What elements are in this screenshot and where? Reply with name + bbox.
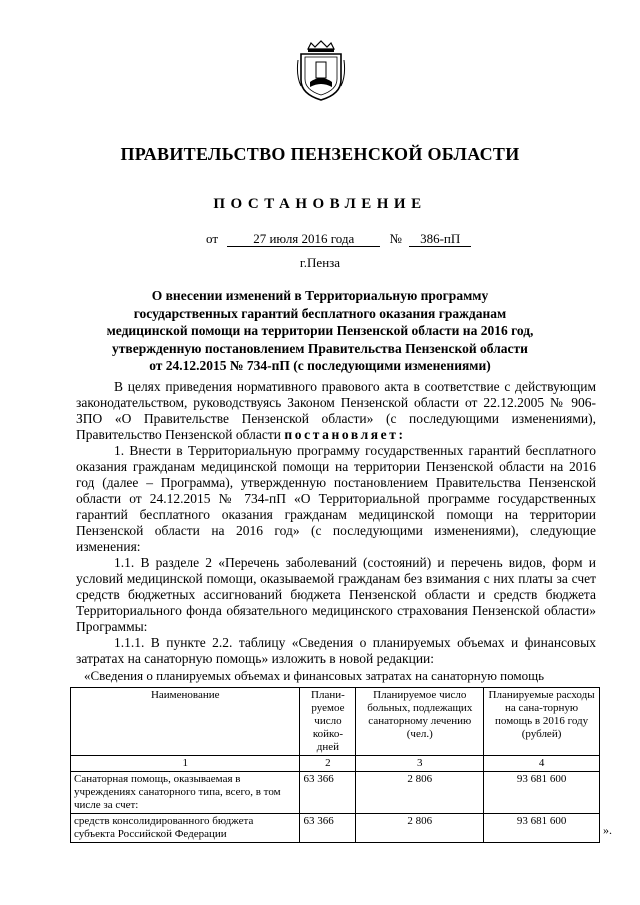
expenses: 93 681 600 — [484, 772, 600, 814]
title-line: О внесении изменений в Территориальную программу — [151, 288, 489, 303]
document-body — [76, 379, 596, 667]
date-prefix: от — [206, 231, 219, 246]
paragraph-item-1-1: 1.1. В разделе 2 «Перечень заболеваний (состояний) и перечень видов, форм и условий медицинской помощи, оказываемой гражданам без взимания с них платы за счет средств бюджетных ассигнований бюджета Пензенской области и средств бюджета Территориального фонда обязательного медицинского страхования Пензенской области» Программы: — [76, 555, 596, 634]
row-name: Санаторная помощь, оказываемая в учреждениях санаторного типа, всего, в том числе за счет: — [71, 772, 300, 814]
number-prefix: № — [389, 231, 402, 246]
paragraph-item-1: 1. Внести в Территориальную программу государственных гарантий бесплатного оказания гражданам медицинской помощи на территории Пензенской области на 2016 год (далее – Программа), утвержденную постановлением Правительства Пензенской области от 24.12.2015 № 734-пП «О Территориальной программе государственных гарантий бесплатного оказания гражданам медицинской помощи на территории Пензенской области на 2016 год» (с последующими изменениями), следующие изменения: — [76, 443, 596, 554]
bed-days: 63 366 — [300, 772, 356, 814]
column-number: 4 — [484, 756, 600, 772]
header-cell: Планируемое число больных, подлежащих санаторному лечению (чел.) — [356, 688, 484, 756]
title-line: утвержденную постановлением Правительства Пензенской области — [112, 340, 528, 356]
bed-days: 63 366 — [300, 814, 356, 843]
header-cell: Плани-руемое число койко-дней — [300, 688, 356, 756]
patients: 2 806 — [356, 814, 484, 843]
city: г.Пенза — [299, 255, 341, 270]
government-name: ПРАВИТЕЛЬСТВО ПЕНЗЕНСКОЙ ОБЛАСТИ — [120, 144, 520, 164]
column-number: 3 — [356, 756, 484, 772]
document-date: 27 июля 2016 года — [227, 231, 380, 247]
document-type: ПОСТАНОВЛЕНИЕ — [213, 196, 427, 212]
date-number-line — [206, 231, 471, 247]
column-number: 2 — [300, 756, 356, 772]
header-cell: Планируемые расходы на сана-торную помощь в 2016 году (рублей) — [484, 688, 600, 756]
table-header-row — [71, 688, 600, 756]
title-line: медицинской помощи на территории Пензенской области на 2016 год, — [106, 323, 534, 338]
table-caption: «Сведения о планируемых объемах и финансовых затратах на санаторную помощь — [84, 668, 545, 683]
column-number-row — [71, 756, 600, 772]
title-line: государственных гарантий бесплатного оказания гражданам — [133, 305, 507, 321]
title-line: от 24.12.2015 № 734-пП (с последующими изменениями) — [149, 358, 491, 373]
document-number: 386-пП — [409, 231, 471, 247]
sanatorium-table — [70, 687, 600, 843]
row-name: средств консолидированного бюджета субъекта Российской Федерации — [71, 814, 300, 843]
table-row — [71, 814, 600, 843]
paragraph-item-1-1-1: 1.1.1. В пункте 2.2. таблицу «Сведения о планируемых объемах и финансовых затратах на санаторную помощь» изложить в новой редакции: — [76, 635, 596, 666]
table-row — [71, 772, 600, 814]
column-number: 1 — [71, 756, 300, 772]
resolves-word: постановляет: — [284, 427, 406, 442]
expenses: 93 681 600 — [484, 814, 600, 843]
patients: 2 806 — [356, 772, 484, 814]
paragraph-preamble: В целях приведения нормативного правового акта в соответствие с действующим законодательством, руководствуясь Законом Пензенской области от 22.12.2005 № 906-ЗПО «О Правительстве Пензенской области» (с последующими изменениями), Правительство Пензенской области постановляет: — [76, 379, 596, 442]
coat-of-arms-emblem — [296, 40, 346, 102]
closing-quote: ». — [603, 823, 612, 837]
document-title — [70, 287, 570, 375]
header-cell: Наименование — [71, 688, 300, 756]
